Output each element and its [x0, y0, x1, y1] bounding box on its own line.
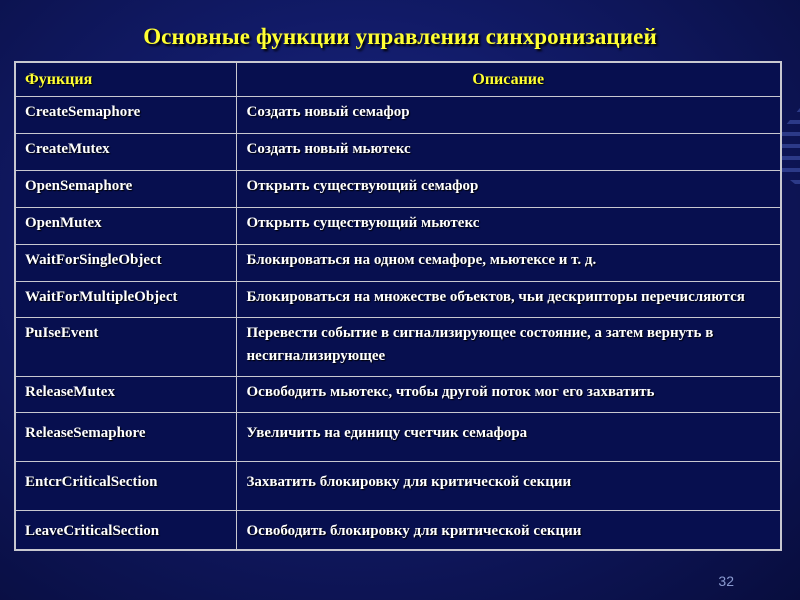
description-cell: Освободить мьютекс, чтобы другой поток мог его захватить: [236, 377, 781, 413]
description-cell: Увеличить на единицу счетчик семафора: [236, 413, 781, 462]
function-name-cell: OpenMutex: [15, 208, 236, 245]
description-cell: Освободить блокировку для критической секции: [236, 511, 781, 551]
description-cell: Захватить блокировку для критической секции: [236, 462, 781, 511]
functions-table: [14, 61, 782, 551]
function-name-cell: OpenSemaphore: [15, 171, 236, 208]
table-row: [15, 282, 781, 318]
function-name-cell: CreateMutex: [15, 134, 236, 171]
table-row: [15, 134, 781, 171]
function-name-cell: ReleaseSemaphore: [15, 413, 236, 462]
table-header-row: [15, 62, 781, 97]
description-cell: Создать новый мьютекс: [236, 134, 781, 171]
header-function: Функция: [15, 62, 236, 97]
slide-title: Основные функции управления синхронизацией: [143, 24, 657, 49]
function-name-cell: ReleaseMutex: [15, 377, 236, 413]
description-cell: Открыть существующий мьютекс: [236, 208, 781, 245]
table-row: [15, 413, 781, 462]
table-row: [15, 97, 781, 134]
function-name-cell: WaitForSingleObject: [15, 245, 236, 282]
description-cell: Блокироваться на множестве объектов, чьи дескрипторы перечисляются: [236, 282, 781, 318]
page-number: 32: [718, 573, 734, 589]
table-row: [15, 208, 781, 245]
function-name-cell: EntcrCriticalSection: [15, 462, 236, 511]
description-cell: Перевести событие в сигнализирующее состояние, а затем вернуть в несигнализирующее: [236, 318, 781, 377]
header-description: Описание: [236, 62, 781, 97]
function-name-cell: WaitForMultipleObject: [15, 282, 236, 318]
table-row: [15, 511, 781, 551]
table-row: [15, 377, 781, 413]
function-name-cell: PuIseEvent: [15, 318, 236, 377]
function-name-cell: CreateSemaphore: [15, 97, 236, 134]
table-row: [15, 171, 781, 208]
table-row: [15, 462, 781, 511]
description-cell: Открыть существующий семафор: [236, 171, 781, 208]
description-cell: Блокироваться на одном семафоре, мьютексе и т. д.: [236, 245, 781, 282]
table-row: [15, 245, 781, 282]
description-cell: Создать новый семафор: [236, 97, 781, 134]
table-row: [15, 318, 781, 377]
function-name-cell: LeaveCriticalSection: [15, 511, 236, 551]
